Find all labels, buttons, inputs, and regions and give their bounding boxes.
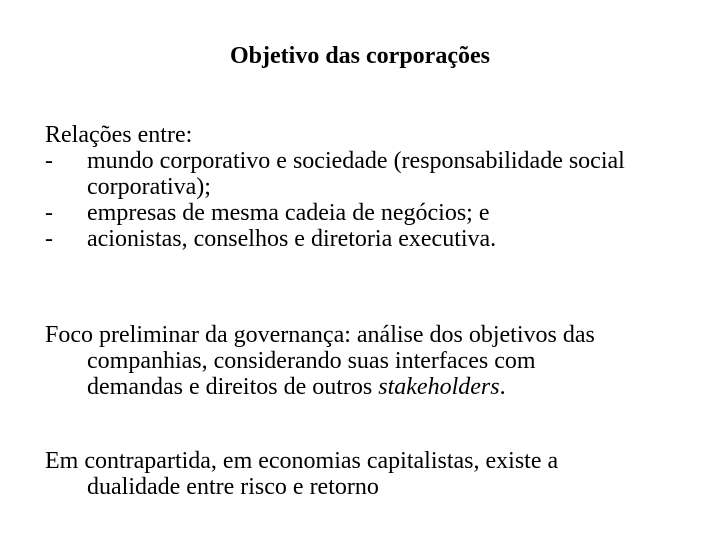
bullet-item <box>45 200 705 226</box>
focus-paragraph <box>45 322 705 400</box>
relations-section <box>45 122 705 252</box>
bullet-text <box>87 200 705 226</box>
bullet-text-line: mundo corporativo e sociedade (responsabilidade social <box>87 148 625 174</box>
bullet-dash: - <box>45 200 53 226</box>
counterpart-line: dualidade entre risco e retorno <box>87 474 379 500</box>
bullet-text-line: empresas de mesma cadeia de negócios; e <box>87 200 490 226</box>
bullet-text-line: acionistas, conselhos e diretoria executiva. <box>87 226 497 252</box>
bullet-item <box>45 226 705 252</box>
stakeholders-emphasis: stakeholders <box>378 374 500 400</box>
counterpart-paragraph <box>45 448 705 500</box>
bullet-text <box>87 148 705 200</box>
focus-period: . <box>499 374 506 400</box>
focus-line: companhias, considerando suas interfaces com <box>87 348 536 374</box>
focus-line-3 <box>45 374 705 400</box>
relations-heading: Relações entre: <box>45 122 193 148</box>
bullet-dash: - <box>45 148 53 174</box>
bullet-text <box>87 226 705 252</box>
bullet-item <box>45 148 705 200</box>
bullet-text-line: corporativa); <box>87 174 211 200</box>
focus-text: demandas e direitos de outros <box>87 374 379 400</box>
focus-line: Foco preliminar da governança: análise dos objetivos das <box>45 322 595 348</box>
counterpart-line: Em contrapartida, em economias capitalistas, existe a <box>45 448 559 474</box>
slide-title: Objetivo das corporações <box>230 43 490 69</box>
bullet-dash: - <box>45 226 53 252</box>
